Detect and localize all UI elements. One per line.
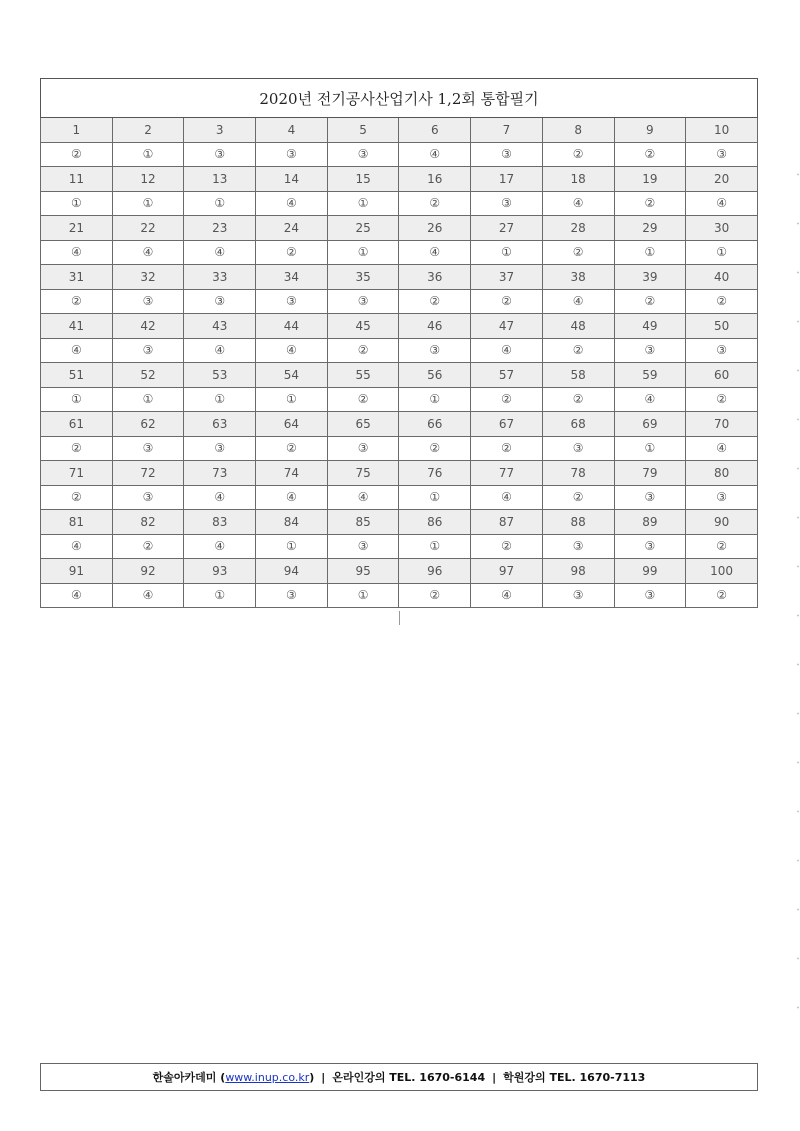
answer-cell: ④ xyxy=(184,240,256,265)
question-number-cell: 70 xyxy=(686,412,758,437)
answer-cell: ③ xyxy=(614,534,686,559)
question-number-cell: 3 xyxy=(184,118,256,143)
answer-cell: ② xyxy=(471,289,543,314)
question-number-cell: 47 xyxy=(471,314,543,339)
answer-cell: ② xyxy=(112,534,184,559)
question-number-cell: 2 xyxy=(112,118,184,143)
answer-cell: ② xyxy=(399,583,471,608)
answer-cell: ④ xyxy=(471,583,543,608)
answer-cell: ① xyxy=(184,191,256,216)
question-number-cell: 74 xyxy=(256,461,328,486)
answer-cell: ④ xyxy=(256,338,328,363)
answer-cell: ② xyxy=(542,240,614,265)
footer-website-link[interactable]: www.inup.co.kr xyxy=(225,1070,310,1084)
answer-row xyxy=(41,191,758,216)
question-number-cell: 18 xyxy=(542,167,614,192)
answer-cell: ② xyxy=(614,142,686,167)
answer-cell: ② xyxy=(327,387,399,412)
footer-separator: | xyxy=(321,1070,326,1084)
footer-online-phone: 온라인강의 TEL. 1670-6144 xyxy=(332,1071,486,1084)
answer-cell: ④ xyxy=(41,338,113,363)
question-number-cell: 89 xyxy=(614,510,686,535)
answer-cell: ② xyxy=(614,191,686,216)
answer-cell: ③ xyxy=(256,142,328,167)
question-number-cell: 6 xyxy=(399,118,471,143)
answer-cell: ③ xyxy=(614,338,686,363)
answer-cell: ② xyxy=(614,289,686,314)
question-number-cell: 23 xyxy=(184,216,256,241)
question-number-cell: 43 xyxy=(184,314,256,339)
question-number-cell: 80 xyxy=(686,461,758,486)
question-number-cell: 33 xyxy=(184,265,256,290)
question-number-cell: 42 xyxy=(112,314,184,339)
answer-cell: ① xyxy=(112,191,184,216)
answer-cell: ③ xyxy=(471,142,543,167)
question-number-cell: 61 xyxy=(41,412,113,437)
answer-cell: ① xyxy=(614,436,686,461)
answer-cell: ① xyxy=(184,583,256,608)
answer-cell: ① xyxy=(112,142,184,167)
question-number-cell: 91 xyxy=(41,559,113,584)
answer-cell: ③ xyxy=(327,289,399,314)
question-number-cell: 75 xyxy=(327,461,399,486)
answer-row xyxy=(41,338,758,363)
question-number-cell: 88 xyxy=(542,510,614,535)
question-number-cell: 16 xyxy=(399,167,471,192)
question-number-cell: 94 xyxy=(256,559,328,584)
page-title: 2020년 전기공사산업기사 1,2회 통합필기 xyxy=(41,79,758,118)
answer-cell: ② xyxy=(41,485,113,510)
question-number-cell: 52 xyxy=(112,363,184,388)
answer-cell: ② xyxy=(471,534,543,559)
question-number-cell: 13 xyxy=(184,167,256,192)
question-number-cell: 7 xyxy=(471,118,543,143)
answer-cell: ③ xyxy=(327,534,399,559)
question-number-cell: 39 xyxy=(614,265,686,290)
question-number-cell: 77 xyxy=(471,461,543,486)
question-number-cell: 59 xyxy=(614,363,686,388)
question-number-cell: 29 xyxy=(614,216,686,241)
question-number-cell: 64 xyxy=(256,412,328,437)
center-tick-mark xyxy=(399,611,400,625)
answer-cell: ④ xyxy=(256,485,328,510)
answer-cell: ④ xyxy=(256,191,328,216)
answer-cell: ① xyxy=(399,387,471,412)
question-number-cell: 25 xyxy=(327,216,399,241)
question-number-cell: 54 xyxy=(256,363,328,388)
question-number-row xyxy=(41,412,758,437)
answer-cell: ① xyxy=(686,240,758,265)
question-number-cell: 99 xyxy=(614,559,686,584)
question-number-cell: 21 xyxy=(41,216,113,241)
answer-cell: ④ xyxy=(686,191,758,216)
question-number-cell: 78 xyxy=(542,461,614,486)
answer-cell: ② xyxy=(399,191,471,216)
answer-cell: ① xyxy=(327,191,399,216)
answer-cell: ④ xyxy=(184,534,256,559)
question-number-cell: 96 xyxy=(399,559,471,584)
question-number-cell: 9 xyxy=(614,118,686,143)
answer-table xyxy=(40,78,758,608)
answer-cell: ② xyxy=(686,534,758,559)
answer-cell: ④ xyxy=(399,240,471,265)
question-number-cell: 84 xyxy=(256,510,328,535)
question-number-cell: 85 xyxy=(327,510,399,535)
question-number-cell: 30 xyxy=(686,216,758,241)
answer-cell: ④ xyxy=(41,534,113,559)
answer-cell: ③ xyxy=(112,485,184,510)
answer-cell: ② xyxy=(686,583,758,608)
answer-cell: ① xyxy=(41,191,113,216)
answer-cell: ④ xyxy=(471,338,543,363)
answer-cell: ① xyxy=(327,583,399,608)
answer-cell: ① xyxy=(184,387,256,412)
question-number-cell: 34 xyxy=(256,265,328,290)
answer-cell: ③ xyxy=(112,338,184,363)
question-number-cell: 56 xyxy=(399,363,471,388)
footer-paren-close: ) xyxy=(309,1070,315,1084)
answer-cell: ③ xyxy=(184,289,256,314)
question-number-cell: 86 xyxy=(399,510,471,535)
question-number-cell: 17 xyxy=(471,167,543,192)
answer-cell: ③ xyxy=(686,338,758,363)
answer-cell: ③ xyxy=(256,583,328,608)
question-number-cell: 69 xyxy=(614,412,686,437)
answer-cell: ① xyxy=(327,240,399,265)
question-number-cell: 46 xyxy=(399,314,471,339)
answer-cell: ④ xyxy=(184,338,256,363)
question-number-row xyxy=(41,510,758,535)
answer-row xyxy=(41,485,758,510)
question-number-row xyxy=(41,167,758,192)
answer-cell: ② xyxy=(256,436,328,461)
answer-cell: ② xyxy=(542,387,614,412)
answer-row xyxy=(41,387,758,412)
answer-cell: ② xyxy=(41,142,113,167)
answer-cell: ④ xyxy=(112,583,184,608)
footer-bar xyxy=(40,1063,758,1091)
answer-cell: ③ xyxy=(256,289,328,314)
question-number-cell: 27 xyxy=(471,216,543,241)
question-number-cell: 87 xyxy=(471,510,543,535)
question-number-cell: 1 xyxy=(41,118,113,143)
question-number-row xyxy=(41,314,758,339)
question-number-cell: 41 xyxy=(41,314,113,339)
answer-cell: ③ xyxy=(471,191,543,216)
question-number-cell: 73 xyxy=(184,461,256,486)
answer-cell: ② xyxy=(471,436,543,461)
answer-row xyxy=(41,142,758,167)
answer-cell: ③ xyxy=(614,485,686,510)
footer-paren-open: ( xyxy=(220,1070,226,1084)
answer-cell: ③ xyxy=(327,142,399,167)
answer-row xyxy=(41,436,758,461)
question-number-cell: 63 xyxy=(184,412,256,437)
answer-cell: ② xyxy=(686,387,758,412)
question-number-cell: 31 xyxy=(41,265,113,290)
answer-cell: ② xyxy=(41,436,113,461)
question-number-row xyxy=(41,363,758,388)
answer-cell: ② xyxy=(256,240,328,265)
title-row xyxy=(41,79,758,118)
answer-cell: ② xyxy=(327,338,399,363)
question-number-cell: 49 xyxy=(614,314,686,339)
question-number-cell: 20 xyxy=(686,167,758,192)
answer-cell: ④ xyxy=(41,583,113,608)
answer-row xyxy=(41,583,758,608)
answer-cell: ② xyxy=(686,289,758,314)
question-number-cell: 15 xyxy=(327,167,399,192)
answer-cell: ③ xyxy=(184,436,256,461)
question-number-cell: 76 xyxy=(399,461,471,486)
answer-cell: ③ xyxy=(686,142,758,167)
answer-row xyxy=(41,289,758,314)
question-number-cell: 35 xyxy=(327,265,399,290)
question-number-cell: 37 xyxy=(471,265,543,290)
question-number-cell: 57 xyxy=(471,363,543,388)
question-number-row xyxy=(41,265,758,290)
answer-row xyxy=(41,534,758,559)
question-number-cell: 90 xyxy=(686,510,758,535)
question-number-cell: 22 xyxy=(112,216,184,241)
question-number-row xyxy=(41,559,758,584)
answer-cell: ② xyxy=(542,142,614,167)
question-number-cell: 93 xyxy=(184,559,256,584)
answer-row xyxy=(41,240,758,265)
answer-cell: ④ xyxy=(686,436,758,461)
question-number-cell: 8 xyxy=(542,118,614,143)
answer-cell: ③ xyxy=(112,436,184,461)
question-number-cell: 58 xyxy=(542,363,614,388)
question-number-cell: 26 xyxy=(399,216,471,241)
question-number-cell: 67 xyxy=(471,412,543,437)
question-number-cell: 12 xyxy=(112,167,184,192)
question-number-cell: 32 xyxy=(112,265,184,290)
question-number-cell: 60 xyxy=(686,363,758,388)
answer-cell: ④ xyxy=(542,191,614,216)
question-number-cell: 4 xyxy=(256,118,328,143)
question-number-cell: 5 xyxy=(327,118,399,143)
answer-cell: ③ xyxy=(542,583,614,608)
answer-cell: ④ xyxy=(41,240,113,265)
answer-cell: ③ xyxy=(327,436,399,461)
answer-cell: ④ xyxy=(614,387,686,412)
question-number-cell: 55 xyxy=(327,363,399,388)
question-number-cell: 95 xyxy=(327,559,399,584)
question-number-cell: 68 xyxy=(542,412,614,437)
question-number-cell: 38 xyxy=(542,265,614,290)
answer-cell: ① xyxy=(399,485,471,510)
question-number-row xyxy=(41,118,758,143)
answer-cell: ① xyxy=(399,534,471,559)
answer-cell: ① xyxy=(112,387,184,412)
question-number-cell: 24 xyxy=(256,216,328,241)
question-number-cell: 36 xyxy=(399,265,471,290)
footer-separator: | xyxy=(492,1070,497,1084)
question-number-cell: 28 xyxy=(542,216,614,241)
question-number-cell: 100 xyxy=(686,559,758,584)
answer-cell: ④ xyxy=(471,485,543,510)
question-number-cell: 51 xyxy=(41,363,113,388)
question-number-cell: 72 xyxy=(112,461,184,486)
question-number-cell: 53 xyxy=(184,363,256,388)
answer-cell: ③ xyxy=(542,534,614,559)
question-number-cell: 40 xyxy=(686,265,758,290)
question-number-cell: 10 xyxy=(686,118,758,143)
answer-cell: ④ xyxy=(542,289,614,314)
question-number-cell: 66 xyxy=(399,412,471,437)
question-number-cell: 62 xyxy=(112,412,184,437)
question-number-cell: 45 xyxy=(327,314,399,339)
question-number-cell: 79 xyxy=(614,461,686,486)
answer-cell: ④ xyxy=(112,240,184,265)
answer-cell: ① xyxy=(256,534,328,559)
question-number-cell: 82 xyxy=(112,510,184,535)
footer-academy-name: 한솔아카데미 xyxy=(152,1071,217,1084)
question-number-row xyxy=(41,461,758,486)
answer-cell: ② xyxy=(41,289,113,314)
question-number-cell: 11 xyxy=(41,167,113,192)
question-number-cell: 71 xyxy=(41,461,113,486)
question-number-cell: 14 xyxy=(256,167,328,192)
question-number-cell: 97 xyxy=(471,559,543,584)
answer-cell: ① xyxy=(614,240,686,265)
answer-cell: ② xyxy=(471,387,543,412)
question-number-cell: 83 xyxy=(184,510,256,535)
answer-cell: ② xyxy=(399,289,471,314)
answer-cell: ① xyxy=(256,387,328,412)
question-number-cell: 92 xyxy=(112,559,184,584)
answer-cell: ① xyxy=(41,387,113,412)
question-number-cell: 65 xyxy=(327,412,399,437)
answer-cell: ③ xyxy=(399,338,471,363)
answer-cell: ② xyxy=(542,485,614,510)
answer-cell: ② xyxy=(542,338,614,363)
footer-offline-phone: 학원강의 TEL. 1670-7113 xyxy=(503,1071,646,1084)
question-number-cell: 48 xyxy=(542,314,614,339)
answer-cell: ③ xyxy=(184,142,256,167)
answer-cell: ③ xyxy=(112,289,184,314)
answer-cell: ④ xyxy=(184,485,256,510)
question-number-cell: 44 xyxy=(256,314,328,339)
answer-cell: ② xyxy=(399,436,471,461)
answer-cell: ④ xyxy=(327,485,399,510)
answer-cell: ① xyxy=(471,240,543,265)
question-number-cell: 50 xyxy=(686,314,758,339)
question-number-row xyxy=(41,216,758,241)
answer-cell: ③ xyxy=(686,485,758,510)
question-number-cell: 81 xyxy=(41,510,113,535)
question-number-cell: 98 xyxy=(542,559,614,584)
question-number-cell: 19 xyxy=(614,167,686,192)
answer-cell: ③ xyxy=(614,583,686,608)
answer-cell: ③ xyxy=(542,436,614,461)
margin-dot-marks xyxy=(796,150,800,1030)
answer-cell: ④ xyxy=(399,142,471,167)
